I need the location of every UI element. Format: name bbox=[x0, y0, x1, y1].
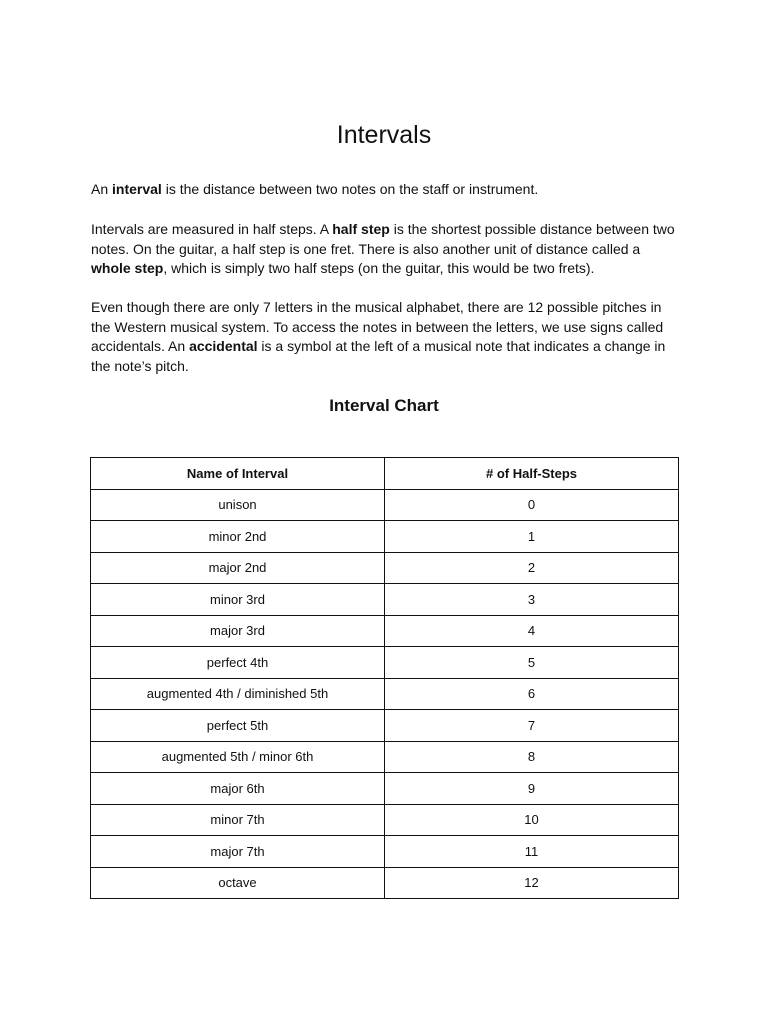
term-whole-step: whole step bbox=[91, 260, 164, 277]
half-steps-cell: 2 bbox=[385, 552, 679, 584]
half-steps-cell: 10 bbox=[385, 804, 679, 836]
table-row bbox=[91, 741, 679, 773]
half-steps-cell: 6 bbox=[385, 678, 679, 710]
half-steps-cell: 0 bbox=[385, 489, 679, 521]
text-segment: , which is simply two half steps (on the guitar, this would be two frets). bbox=[163, 260, 595, 277]
table-header-row bbox=[91, 458, 679, 490]
term-interval: interval bbox=[112, 181, 162, 197]
half-steps-cell: 9 bbox=[385, 773, 679, 805]
text-segment: An bbox=[91, 181, 113, 197]
interval-name-cell: major 7th bbox=[91, 836, 385, 868]
interval-name-cell: minor 7th bbox=[91, 804, 385, 836]
table-row bbox=[91, 615, 679, 647]
paragraph-interval-definition bbox=[91, 180, 681, 200]
term-accidental: accidental bbox=[189, 338, 258, 355]
table-row bbox=[91, 867, 679, 899]
half-steps-cell: 5 bbox=[385, 647, 679, 679]
text-segment: is a symbol at the left of a musical note that indicates a change in the note’s pitch. bbox=[91, 338, 666, 374]
table-row bbox=[91, 710, 679, 742]
column-header-half-steps: # of Half-Steps bbox=[385, 458, 679, 490]
interval-name-cell: major 2nd bbox=[91, 552, 385, 584]
interval-name-cell: major 3rd bbox=[91, 615, 385, 647]
interval-name-cell: augmented 5th / minor 6th bbox=[91, 741, 385, 773]
page-title: Intervals bbox=[336, 121, 432, 149]
interval-table bbox=[90, 457, 679, 899]
text-segment: Even though there are only 7 letters in the musical alphabet, there are 12 possible pitches in the Western musical system. To access the notes in between the letters, we use signs called accidentals. An bbox=[91, 299, 664, 355]
text-segment: Intervals are measured in half steps. A bbox=[91, 221, 333, 237]
interval-name-cell: augmented 4th / diminished 5th bbox=[91, 678, 385, 710]
interval-name-cell: perfect 5th bbox=[91, 710, 385, 742]
interval-name-cell: unison bbox=[91, 489, 385, 521]
half-steps-cell: 8 bbox=[385, 741, 679, 773]
table-row bbox=[91, 584, 679, 616]
table-row bbox=[91, 489, 679, 521]
table-row bbox=[91, 773, 679, 805]
half-steps-cell: 1 bbox=[385, 521, 679, 553]
table-row bbox=[91, 836, 679, 868]
table-row bbox=[91, 678, 679, 710]
half-steps-cell: 4 bbox=[385, 615, 679, 647]
interval-name-cell: minor 3rd bbox=[91, 584, 385, 616]
interval-name-cell: perfect 4th bbox=[91, 647, 385, 679]
table-row bbox=[91, 521, 679, 553]
chart-title: Interval Chart bbox=[329, 396, 439, 415]
interval-name-cell: minor 2nd bbox=[91, 521, 385, 553]
interval-name-cell: octave bbox=[91, 867, 385, 899]
half-steps-cell: 12 bbox=[385, 867, 679, 899]
half-steps-cell: 3 bbox=[385, 584, 679, 616]
column-header-name: Name of Interval bbox=[91, 458, 385, 490]
text-segment: is the distance between two notes on the staff or instrument. bbox=[161, 181, 539, 197]
table-row bbox=[91, 804, 679, 836]
table-row bbox=[91, 552, 679, 584]
text-segment: is the shortest possible distance between two notes. On the guitar, a half step is one fret. There is also another unit of distance called a bbox=[91, 221, 675, 257]
term-half-step: half step bbox=[332, 221, 390, 237]
paragraph-accidentals bbox=[91, 298, 681, 376]
interval-name-cell: major 6th bbox=[91, 773, 385, 805]
paragraph-half-steps bbox=[91, 220, 681, 279]
half-steps-cell: 7 bbox=[385, 710, 679, 742]
half-steps-cell: 11 bbox=[385, 836, 679, 868]
table-row bbox=[91, 647, 679, 679]
